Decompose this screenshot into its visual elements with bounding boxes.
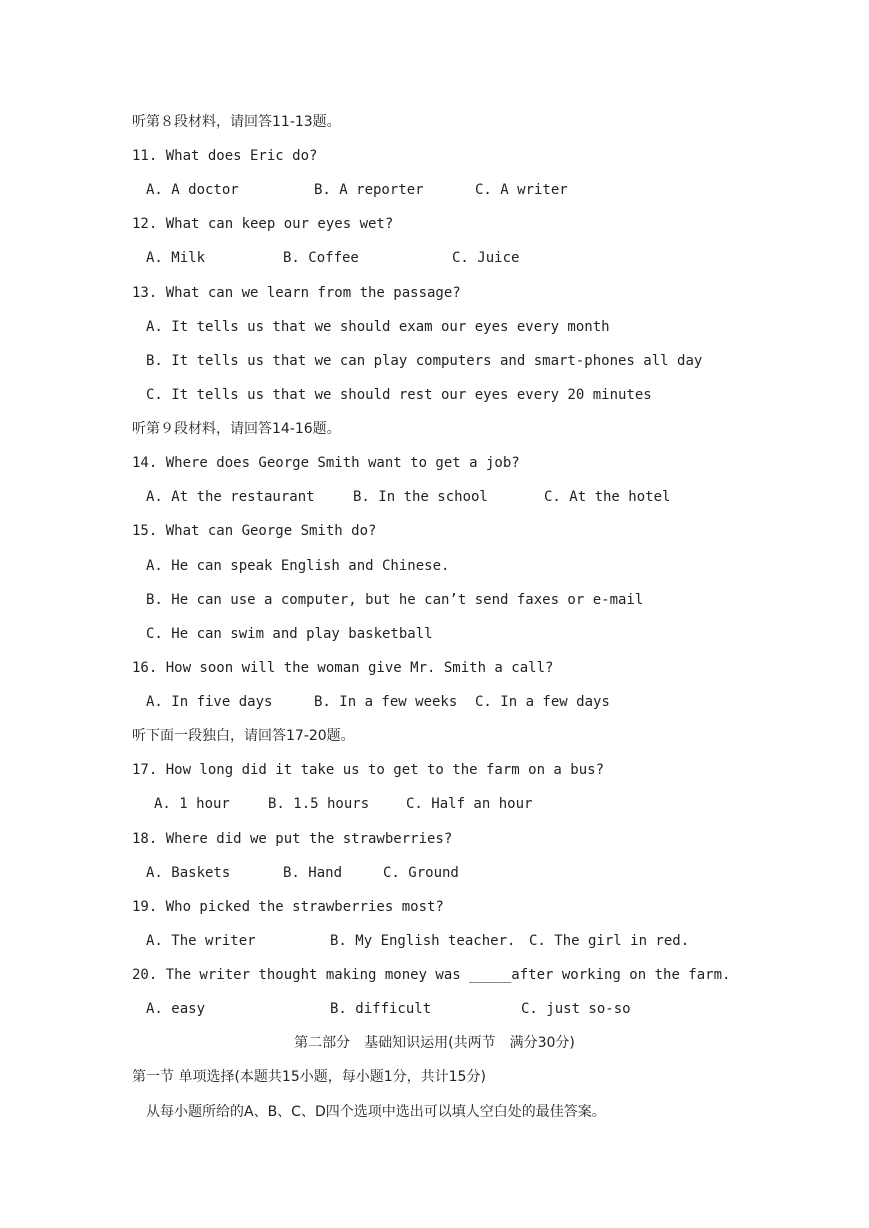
option-16-a: A. In five days <box>146 694 273 710</box>
question-17-options <box>0 792 869 816</box>
option-14-b: B. In the school <box>353 489 488 505</box>
option-13-b: B. It tells us that we can play computers and smart-phones all day <box>146 353 703 369</box>
question-11-stem: 11. What does Eric do? <box>132 148 318 164</box>
option-15-b: B. He can use a computer, but he can’t send faxes or e-mail <box>146 592 644 608</box>
option-12-c: C. Juice <box>452 250 520 266</box>
question-12-stem: 12. What can keep our eyes wet? <box>132 216 394 232</box>
option-20-b: B. difficult <box>330 1001 432 1017</box>
question-18-options <box>0 861 869 885</box>
question-19-stem: 19. Who picked the strawberries most? <box>132 899 444 915</box>
section-1-heading: 第一节 单项选择(本题共15小题，每小题1分，共计15分) <box>132 1069 486 1085</box>
option-12-a: A. Milk <box>146 250 206 266</box>
option-18-c: C. Ground <box>383 865 459 881</box>
option-14-c: C. At the hotel <box>544 489 671 505</box>
question-12-options <box>0 246 869 270</box>
option-19-c: C. The girl in red. <box>529 933 690 949</box>
question-16-options <box>0 690 869 714</box>
question-11-options <box>0 178 869 202</box>
option-16-c: C. In a few days <box>475 694 610 710</box>
option-14-a: A. At the restaurant <box>146 489 315 505</box>
option-20-c: C. just so-so <box>521 1001 631 1017</box>
question-18-stem: 18. Where did we put the strawberries? <box>132 831 453 847</box>
section-10-heading: 听下面一段独白，请回答17-20题。 <box>132 728 355 744</box>
question-19-options <box>0 929 869 953</box>
option-19-a: A. The writer <box>146 933 256 949</box>
question-14-options <box>0 485 869 509</box>
question-16-stem: 16. How soon will the woman give Mr. Smith a call? <box>132 660 554 676</box>
option-18-a: A. Baskets <box>146 865 231 881</box>
question-15-stem: 15. What can George Smith do? <box>132 523 377 539</box>
option-13-c: C. It tells us that we should rest our eyes every 20 minutes <box>146 387 652 403</box>
question-20-options <box>0 997 869 1021</box>
option-18-b: B. Hand <box>283 865 343 881</box>
question-13-stem: 13. What can we learn from the passage? <box>132 285 461 301</box>
question-17-stem: 17. How long did it take us to get to the farm on a bus? <box>132 762 605 778</box>
option-17-a: A. 1 hour <box>154 796 230 812</box>
option-17-b: B. 1.5 hours <box>268 796 370 812</box>
option-17-c: C. Half an hour <box>406 796 533 812</box>
option-19-b: B. My English teacher. <box>330 933 516 949</box>
section-8-heading: 听第８段材料，请回答11-13题。 <box>132 114 341 130</box>
part-2-title: 第二部分 基础知识运用(共两节 满分30分) <box>294 1035 575 1051</box>
option-11-a: A. A doctor <box>146 182 239 198</box>
section-9-heading: 听第９段材料，请回答14-16题。 <box>132 421 341 437</box>
option-15-c: C. He can swim and play basketball <box>146 626 433 642</box>
option-16-b: B. In a few weeks <box>314 694 458 710</box>
question-14-stem: 14. Where does George Smith want to get a job? <box>132 455 520 471</box>
option-12-b: B. Coffee <box>283 250 359 266</box>
option-15-a: A. He can speak English and Chinese. <box>146 558 450 574</box>
option-20-a: A. easy <box>146 1001 206 1017</box>
option-13-a: A. It tells us that we should exam our eyes every month <box>146 319 610 335</box>
section-1-instruction: 从每小题所给的A、B、C、D四个选项中选出可以填人空白处的最佳答案。 <box>146 1104 606 1120</box>
option-11-b: B. A reporter <box>314 182 424 198</box>
option-11-c: C. A writer <box>475 182 568 198</box>
question-20-stem: 20. The writer thought making money was _____after working on the farm. <box>132 967 731 983</box>
